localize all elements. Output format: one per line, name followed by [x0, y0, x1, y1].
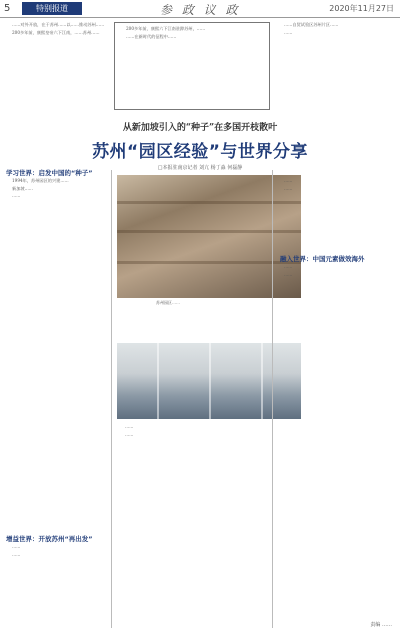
- paragraph: 200多年前，康熙皇帝六下江南，……苏州……: [12, 29, 100, 35]
- paragraph: 1994年，苏州园区的兴建……: [12, 178, 69, 183]
- paragraph: ……自贸试验区苏州片区……: [284, 22, 339, 27]
- article-column-right: [276, 178, 396, 250]
- article-column-1: [4, 178, 108, 530]
- column-divider: [272, 170, 273, 628]
- photo-detail: [261, 343, 263, 419]
- subhead-2: 增益世界：开放苏州“再出发”: [6, 535, 93, 543]
- page-number: 5: [4, 3, 11, 14]
- photo-detail: [157, 343, 159, 419]
- paragraph: ……对外开放，在于苏州……以……推动苏州……: [12, 22, 105, 27]
- photo-suzhou-old-town: [117, 175, 301, 298]
- photo-detail: [117, 201, 301, 204]
- paragraph: 200多年前，康熙六下江南驻跸苏州，……: [126, 26, 206, 31]
- editorial-box: [114, 22, 270, 110]
- paragraph: ……: [125, 424, 134, 429]
- photo-industrial-park: [117, 343, 301, 419]
- paragraph: ……: [284, 29, 293, 35]
- photo-detail: [117, 261, 301, 264]
- photo-detail: [117, 230, 301, 233]
- subhead-3: 融入世界：中国元素做效海外: [280, 255, 365, 263]
- paragraph: ……: [12, 544, 21, 549]
- photo-caption: 苏州园区……: [156, 300, 180, 305]
- article-column-right-top: [276, 22, 396, 132]
- article-column-1-bottom: [4, 544, 108, 626]
- paragraph: ……: [284, 185, 293, 191]
- article-column-right-bottom: [276, 264, 396, 620]
- paragraph: ……在新时代的征程中……: [126, 33, 177, 39]
- paragraph: 新加坡……: [12, 185, 33, 191]
- editorial-box-text: [118, 26, 266, 106]
- byline: □本报驻南京记者 刘亢 杨丁淼 何磊静: [157, 165, 243, 171]
- paragraph: ……: [125, 431, 134, 437]
- paragraph: ……: [12, 193, 21, 199]
- header-rule: [0, 17, 400, 18]
- paragraph: ……: [284, 271, 293, 277]
- header-bar: [0, 0, 400, 18]
- article-column-2: [117, 424, 269, 624]
- subhead-1: 学习世界：启发中国的“种子”: [6, 169, 93, 177]
- headline-kicker: 从新加坡引入的“种子”在多国开枝散叶: [122, 123, 278, 133]
- masthead: 参 政 议 政: [160, 3, 241, 17]
- section-tag: 特别报道: [22, 2, 82, 15]
- editor-credit: 责编 ……: [370, 622, 392, 628]
- issue-date: 2020年11月27日: [329, 4, 394, 13]
- column-divider: [111, 170, 112, 628]
- photo-detail: [209, 343, 211, 419]
- paragraph: ……: [12, 551, 21, 557]
- paragraph: ……: [284, 178, 293, 183]
- paragraph: ……: [284, 264, 293, 269]
- headline: 苏州“园区经验”与世界分享: [92, 142, 308, 162]
